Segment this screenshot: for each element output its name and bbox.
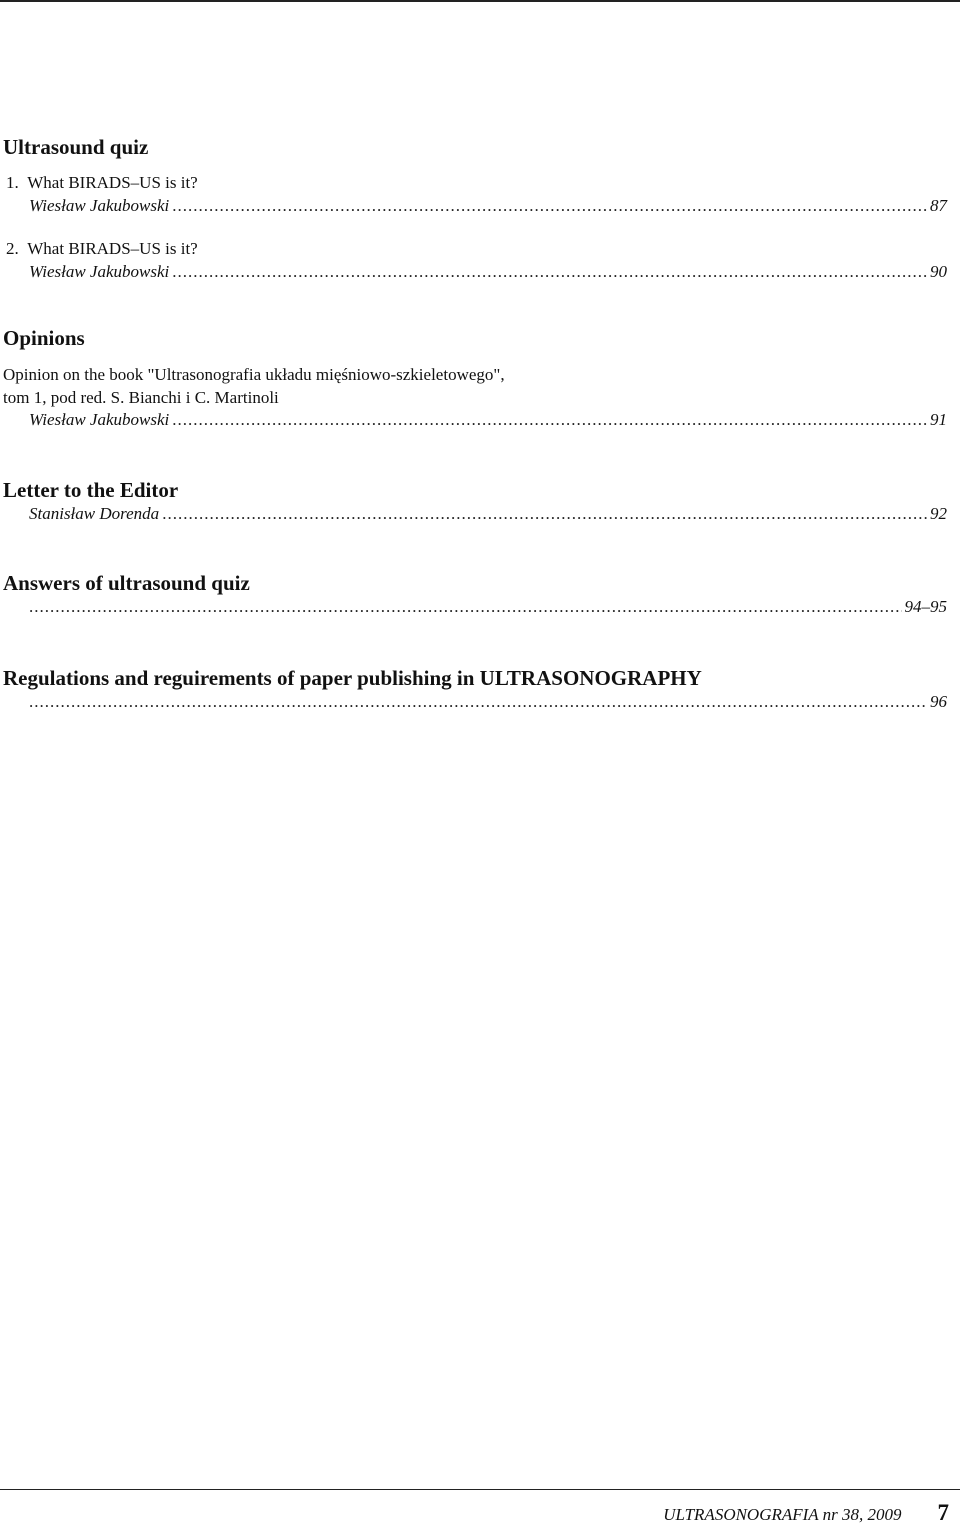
page-number: 87: [930, 195, 947, 215]
section-regulations: [3, 665, 947, 714]
section-ultrasound-quiz: [3, 134, 947, 283]
author: Wiesław Jakubowski: [29, 195, 170, 215]
quiz-item-1-title[interactable]: 1. What BIRADS–US is it?: [6, 173, 198, 192]
quiz-item-2-entry[interactable]: [3, 261, 947, 284]
letter-entry[interactable]: [3, 503, 947, 526]
section-answers: [3, 570, 947, 619]
section-title[interactable]: Answers of ultrasound quiz: [3, 571, 250, 595]
dot-leader: [162, 503, 927, 526]
top-rule: [0, 0, 960, 2]
page-number: 94–95: [904, 597, 947, 616]
opinion-entry[interactable]: [3, 409, 947, 432]
section-letter-to-editor: [3, 477, 947, 526]
dot-leader: [29, 596, 902, 619]
quiz-item-1-entry[interactable]: [3, 195, 947, 218]
page-number: 90: [930, 261, 947, 281]
author: Stanisław Dorenda: [29, 503, 160, 523]
opinion-title-line-2[interactable]: tom 1, pod red. S. Bianchi i C. Martinoli: [3, 387, 279, 407]
section-title[interactable]: Regulations and reguirements of paper publishing in ULTRASONOGRAPHY: [3, 665, 702, 690]
section-title: Ultrasound quiz: [3, 135, 149, 159]
page-footer: [663, 1500, 949, 1526]
regulations-entry[interactable]: [3, 691, 947, 714]
author: Wiesław Jakubowski: [29, 261, 170, 281]
quiz-item-2-title[interactable]: 2. What BIRADS–US is it?: [6, 239, 198, 258]
opinion-title-line-1[interactable]: Opinion on the book "Ultrasonografia układu mięśniowo-szkieletowego",: [3, 365, 505, 384]
dot-leader: [172, 409, 927, 432]
dot-leader: [172, 195, 927, 218]
folio-page-number: 7: [937, 1500, 949, 1525]
dot-leader: [29, 691, 927, 714]
table-of-contents: [3, 134, 947, 713]
author: Wiesław Jakubowski: [29, 410, 170, 429]
answers-entry[interactable]: [3, 596, 947, 619]
section-title[interactable]: Letter to the Editor: [3, 477, 179, 502]
page-number: 96: [930, 691, 947, 711]
section-opinions: [3, 325, 947, 432]
section-title: Opinions: [3, 326, 85, 350]
page-number: 91: [930, 410, 947, 429]
dot-leader: [172, 261, 927, 284]
journal-citation: ULTRASONOGRAFIA nr 38, 2009: [663, 1505, 902, 1524]
page-number: 92: [930, 503, 947, 523]
bottom-rule: [0, 1489, 960, 1490]
